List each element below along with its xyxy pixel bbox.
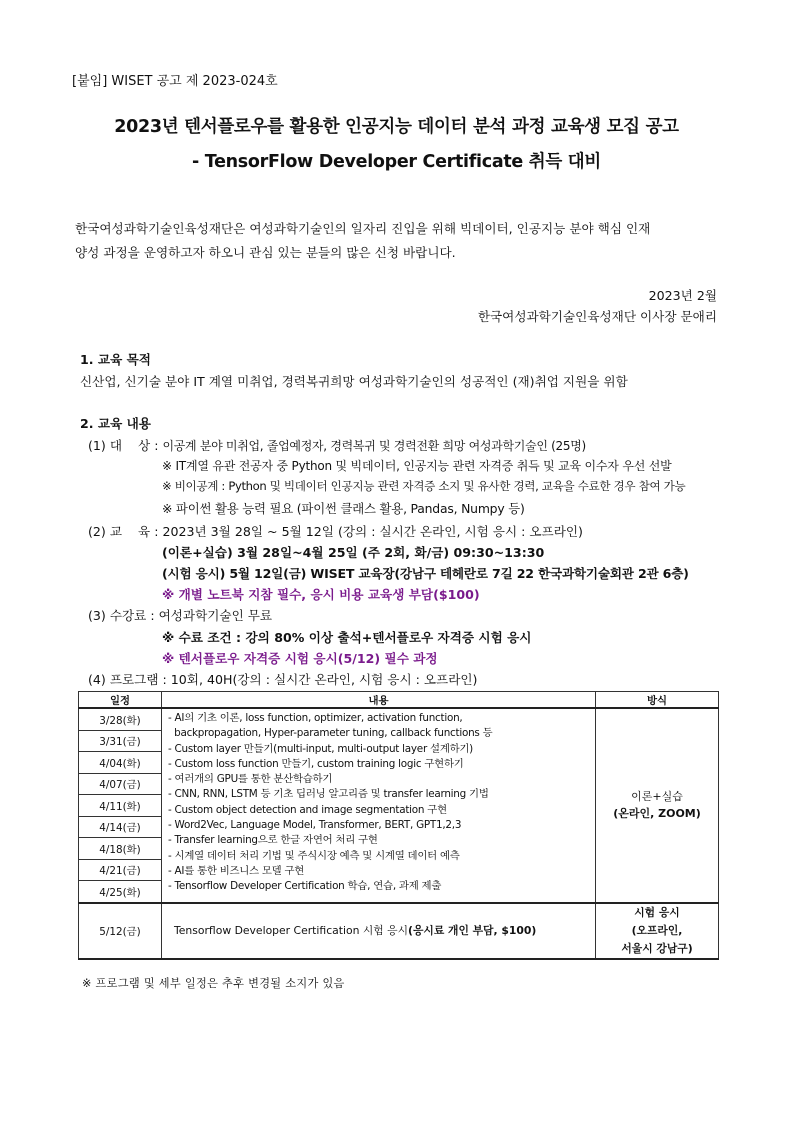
session-date: 4/07(금) <box>79 773 162 795</box>
education-note: ※ 개별 노트북 지참 필수, 응시 비용 교육생 부담($100) <box>162 587 480 602</box>
session-date: 3/28(화) <box>79 708 162 730</box>
target-note-3: ※ 파이썬 활용 능력 필요 (파이썬 클래스 활용, Pandas, Numpy 등) <box>162 501 525 516</box>
exam-date: 5/12(금) <box>79 903 162 959</box>
exam-fee-note: (응시료 개인 부담, $100) <box>408 924 537 937</box>
education-text: 2023년 3월 28일 ~ 5월 12일 (강의 : 실시간 온라인, 시험 응시 : 오프라인) <box>162 524 583 539</box>
target-row <box>88 435 586 454</box>
program-schedule-table <box>78 691 719 960</box>
content-line: - AI를 통한 비즈니스 모델 구현 <box>168 864 305 877</box>
education-row <box>88 521 583 540</box>
session-date: 4/25(화) <box>79 881 162 903</box>
announcement-date: 2023년 2월 <box>648 288 717 303</box>
attachment-label: [붙임] WISET 공고 제 2023-024호 <box>72 74 278 89</box>
content-line: - Tensorflow Developer Certification 학습, 연습, 과제 제출 <box>168 880 442 893</box>
session-date: 4/21(금) <box>79 859 162 881</box>
table-row <box>79 708 719 730</box>
method-detail: (온라인, ZOOM) <box>613 807 701 821</box>
curriculum-content <box>162 708 596 903</box>
education-detail-2: (시험 응시) 5월 12일(금) WISET 교육장(강남구 테헤란로 7길 22 한국과학기술회관 2관 6층) <box>162 566 689 581</box>
method-cell <box>596 708 719 903</box>
program-label: (4) 프로그램 : <box>88 672 171 687</box>
table-header-row <box>79 692 719 709</box>
page-title: 2023년 텐서플로우를 활용한 인공지능 데이터 분석 과정 교육생 모집 공고 <box>114 117 679 137</box>
header-method: 방식 <box>596 692 719 709</box>
page-subtitle: - TensorFlow Developer Certificate 취득 대비 <box>192 152 601 172</box>
session-date: 4/18(화) <box>79 838 162 860</box>
content-line: - 여러개의 GPU를 통한 분산학습하기 <box>168 773 333 786</box>
header-content: 내용 <box>162 692 596 709</box>
content-line: - 시계열 데이터 처리 기법 및 주식시장 예측 및 시계열 데이터 예측 <box>168 849 460 862</box>
exam-method-line-3: 서울시 강남구) <box>621 941 693 955</box>
content-line: - Transfer learning으로 한글 자연어 처리 구현 <box>168 834 378 847</box>
method-type: 이론+실습 <box>631 790 683 804</box>
target-note-1: ※ IT계열 유관 전공자 중 Python 및 빅데이터, 인공지능 관련 자격증 취득 및 교육 이수자 우선 선발 <box>162 459 672 473</box>
content-line: - CNN, RNN, LSTM 등 기초 딥러닝 알고리즘 및 transfer learning 기법 <box>168 788 489 801</box>
exam-method-line-1: 시험 응시 <box>634 905 680 919</box>
fee-label: (3) 수강료 : <box>88 608 159 623</box>
session-date: 4/04(화) <box>79 752 162 774</box>
intro-line-1: 한국여성과학기술인육성재단은 여성과학기술인의 일자리 진입을 위해 빅데이터, 인공지능 분야 핵심 인재 <box>75 221 651 236</box>
program-row <box>88 669 477 688</box>
exam-content <box>162 903 596 959</box>
completion-condition: ※ 수료 조건 : 강의 80% 이상 출석+텐서플로우 자격증 시험 응시 <box>162 630 532 645</box>
target-note-2: ※ 비이공계 : Python 및 빅데이터 인공지능 관련 자격증 소지 및 유사한 경력, 교육을 수료한 경우 참여 가능 <box>162 479 686 493</box>
exam-method-line-2: (오프라인, <box>631 923 683 937</box>
exam-required-note: ※ 텐서플로우 자격증 시험 응시(5/12) 필수 과정 <box>162 651 438 666</box>
section-1-heading: 1. 교육 목적 <box>80 352 151 367</box>
target-text: 이공계 분야 미취업, 졸업예정자, 경력복귀 및 경력전환 희망 여성과학기술인 (25명) <box>162 439 586 453</box>
header-schedule: 일정 <box>79 692 162 709</box>
content-line: - Custom loss function 만들기, custom training logic 구현하기 <box>168 757 464 770</box>
intro-line-2: 양성 과정을 운영하고자 하오니 관심 있는 분들의 많은 신청 바랍니다. <box>75 245 456 260</box>
exam-content-text: Tensorflow Developer Certification 시험 응시 <box>174 924 409 937</box>
content-line: - AI의 기초 이론, loss function, optimizer, activation function, <box>168 712 463 724</box>
section-1-text: 신산업, 신기술 분야 IT 계열 미취업, 경력복귀희망 여성과학기술인의 성공적인 (재)취업 지원을 위함 <box>80 374 628 389</box>
target-label: (1) 대 상 : <box>88 438 163 453</box>
content-line: - Word2Vec, Language Model, Transformer, BERT, GPT1,2,3 <box>168 819 462 832</box>
content-line: - Custom layer 만들기(multi-input, multi-output layer 설계하기) <box>168 742 473 755</box>
session-date: 4/11(화) <box>79 795 162 817</box>
fee-text: 여성과학기술인 무료 <box>158 608 273 623</box>
session-date: 3/31(금) <box>79 730 162 752</box>
section-2-heading: 2. 교육 내용 <box>80 416 151 431</box>
education-detail-1: (이론+실습) 3월 28일~4월 25일 (주 2회, 화/금) 09:30~13:30 <box>162 545 545 560</box>
fee-row <box>88 605 272 624</box>
footer-note: ※ 프로그램 및 세부 일정은 추후 변경될 소지가 있음 <box>82 977 345 990</box>
education-label: (2) 교 육 : <box>88 524 163 539</box>
session-date: 4/14(금) <box>79 816 162 838</box>
program-text: 10회, 40H(강의 : 실시간 온라인, 시험 응시 : 오프라인) <box>170 672 478 687</box>
organization-signature: 한국여성과학기술인육성재단 이사장 문애리 <box>477 309 717 324</box>
table-row-exam <box>79 903 719 959</box>
exam-method-cell <box>596 903 719 959</box>
content-line: backpropagation, Hyper-parameter tuning, callback functions 등 <box>168 727 493 740</box>
content-line: - Custom object detection and image segmentation 구현 <box>168 803 447 816</box>
